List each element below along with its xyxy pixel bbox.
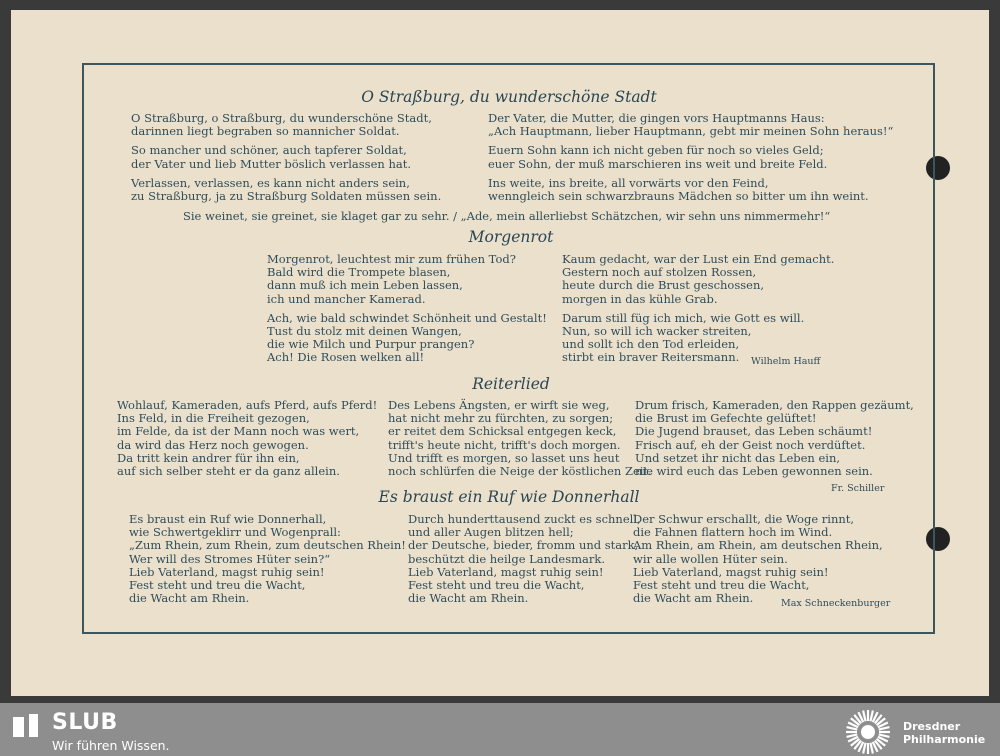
poem-line: Lieb Vaterland, magst ruhig sein! (129, 564, 325, 579)
poem-line: stirbt ein braver Reitersmann. (562, 350, 740, 365)
poem-line: der Vater und lieb Mutter böslich verlassen hat. (131, 156, 411, 171)
poem-line: morgen in das kühle Grab. (562, 291, 718, 306)
poem-line: Verlassen, verlassen, es kann nicht anders sein, (131, 175, 410, 190)
poem-line: die Wacht am Rhein. (633, 591, 754, 606)
poem-line: Frisch auf, eh der Geist noch verdüftet. (635, 437, 866, 452)
poem-line: hat nicht mehr zu fürchten, zu sorgen; (388, 411, 614, 426)
poem-line: im Felde, da ist der Mann noch was wert, (117, 424, 360, 439)
poem-line: Ach, wie bald schwindet Schönheit und Gestalt! (267, 310, 547, 325)
poem-line: Fest steht und treu die Wacht, (633, 578, 810, 593)
poem-line: Der Vater, die Mutter, die gingen vors Hauptmanns Haus: (488, 111, 825, 125)
philharmonie-logo-text[interactable] (903, 720, 985, 746)
slub-tagline: Wir führen Wissen. (52, 738, 170, 753)
poem-author: Max Schneckenburger (781, 598, 891, 609)
poem-line: ich und mancher Kamerad. (267, 291, 426, 306)
poem-column (117, 399, 377, 478)
poem-column (635, 399, 914, 478)
poem-line: Fest steht und treu die Wacht, (408, 578, 585, 593)
poem-line: Kaum gedacht, war der Lust ein End gemacht. (562, 252, 835, 266)
footer-bar (0, 703, 1000, 756)
philharmonie-line-1: Dresdner (903, 720, 961, 733)
poem-column (388, 399, 652, 478)
poem-column (633, 513, 883, 605)
poem-line: zu Straßburg, ja zu Straßburg Soldaten müssen sein. (131, 189, 442, 204)
slub-book-icon (12, 713, 40, 739)
poem-line: Da tritt kein andrer für ihn ein, (117, 450, 300, 465)
poem-line: nie wird euch das Leben gewonnen sein. (635, 464, 873, 479)
poem-line: darinnen liegt begraben so mannicher Soldat. (131, 124, 400, 139)
poem-line: auf sich selber steht er da ganz allein. (117, 464, 340, 479)
poem-line: Bald wird die Trompete blasen, (267, 265, 451, 280)
poem-line: Gestern noch auf stolzen Rossen, (562, 265, 757, 280)
poem-author: Wilhelm Hauff (751, 356, 821, 367)
poem-line: Die Jugend brauset, das Leben schäumt! (635, 424, 873, 439)
poem-line: wenngleich sein schwarzbrauns Mädchen so bitter um ihn weint. (488, 189, 869, 204)
poem-line: euer Sohn, der muß marschieren ins weit und breite Feld. (488, 156, 828, 171)
poem-line: „Ach Hauptmann, lieber Hauptmann, gebt mir meinen Sohn heraus!“ (488, 124, 894, 139)
poem-column (488, 112, 893, 203)
poem-line: Und trifft es morgen, so lasset uns heut (388, 450, 620, 465)
poem-line: und sollt ich den Tod erleiden, (562, 337, 740, 352)
poem-line: und aller Augen blitzen hell; (408, 525, 574, 540)
poem-line: Darum still füg ich mich, wie Gott es will. (562, 310, 805, 325)
poem-author: Fr. Schiller (831, 483, 885, 494)
poem-column (267, 253, 547, 365)
poem-line: wie Schwertgeklirr und Wogenprall: (129, 525, 341, 540)
poem-line: Lieb Vaterland, magst ruhig sein! (633, 564, 829, 579)
poem-line: Am Rhein, am Rhein, am deutschen Rhein, (633, 538, 883, 553)
poem-line: dann muß ich mein Leben lassen, (267, 278, 463, 293)
poem-line: heute durch die Brust geschossen, (562, 278, 765, 293)
poem-column (562, 253, 834, 365)
poem-line: beschützt die heilge Landesmark. (408, 551, 606, 566)
document-sheet (11, 10, 989, 696)
poem-line: Des Lebens Ängsten, er wirft sie weg, (388, 398, 610, 412)
poem-line: trifft's heute nicht, trifft's doch morgen. (388, 437, 621, 452)
poem-line: die Wacht am Rhein. (408, 591, 529, 606)
poem-line: er reitet dem Schicksal entgegen keck, (388, 424, 617, 439)
poem-line: Der Schwur erschallt, die Woge rinnt, (633, 512, 855, 526)
poem-line: Fest steht und treu die Wacht, (129, 578, 306, 593)
poem-line: Wohlauf, Kameraden, aufs Pferd, aufs Pferd! (117, 398, 378, 412)
poem-line: Drum frisch, Kameraden, den Rappen gezäumt, (635, 398, 914, 412)
poem-line: die Brust im Gefechte gelüftet! (635, 411, 817, 426)
poem-line: Ins weite, ins breite, all vorwärts vor den Feind, (488, 175, 769, 190)
poem-column (129, 513, 406, 605)
poem-line: Tust du stolz mit deinen Wangen, (267, 324, 462, 339)
poem-line: die wie Milch und Purpur prangen? (267, 337, 475, 352)
poem-line: Durch hunderttausend zuckt es schnell, (408, 512, 641, 526)
poem-line: „Zum Rhein, zum Rhein, zum deutschen Rhein! (129, 538, 406, 553)
poem-line: Nun, so will ich wacker streiten, (562, 324, 752, 339)
poem-title: Reiterlied (472, 375, 550, 393)
poem-line: wir alle wollen Hüter sein. (633, 551, 788, 566)
poem-line: O Straßburg, o Straßburg, du wunderschöne Stadt, (131, 111, 432, 125)
poem-line: Es braust ein Ruf wie Donnerhall, (129, 512, 327, 526)
poem-title: Morgenrot (468, 228, 554, 246)
poem-refrain: Sie weinet, sie greinet, sie klaget gar zu sehr. / „Ade, mein allerliebst Schätzchen, wir sehn uns nimmermehr!“ (183, 209, 831, 223)
poem-line: Und setzet ihr nicht das Leben ein, (635, 450, 841, 465)
poem-line: der Deutsche, bieder, fromm und stark, (408, 538, 639, 553)
poem-line: Ach! Die Rosen welken all! (267, 350, 425, 365)
philharmonie-sunburst-icon (842, 708, 894, 756)
poem-line: Lieb Vaterland, magst ruhig sein! (408, 564, 604, 579)
poem-line: Euern Sohn kann ich nicht geben für noch so vieles Geld; (488, 143, 824, 158)
poem-title: O Straßburg, du wunderschöne Stadt (361, 88, 657, 106)
poem-line: So mancher und schöner, auch tapferer Soldat, (131, 143, 407, 158)
poem-line: Ins Feld, in die Freiheit gezogen, (117, 411, 310, 426)
poem-line: noch schlürfen die Neige der köstlichen Zeit. (388, 464, 652, 479)
poem-line: da wird das Herz noch gewogen. (117, 437, 309, 452)
poem-line: die Wacht am Rhein. (129, 591, 250, 606)
poem-line: Morgenrot, leuchtest mir zum frühen Tod? (267, 252, 516, 266)
poem-line: die Fahnen flattern hoch im Wind. (633, 525, 833, 540)
philharmonie-line-2: Philharmonie (903, 733, 986, 746)
poem-column (408, 513, 641, 605)
poem-title: Es braust ein Ruf wie Donnerhall (378, 488, 640, 506)
poem-column (131, 112, 441, 203)
slub-logo-text[interactable]: SLUB (52, 710, 118, 735)
poem-line: Wer will des Stromes Hüter sein?“ (129, 551, 331, 566)
